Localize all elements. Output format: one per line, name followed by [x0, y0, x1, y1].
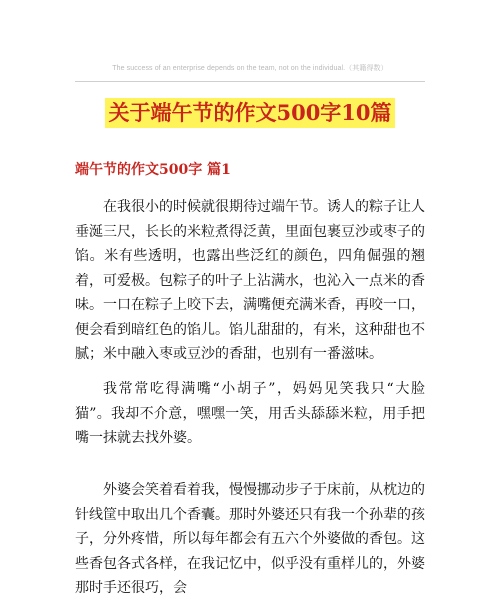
header-divider: [75, 81, 425, 82]
document-title: [0, 98, 500, 128]
paragraph: 我常常吃得满嘴“小胡子”，妈妈见笑我只“大脸猫”。我却不介意，嘿嘿一笑，用舌头舔舔米粒，用手把嘴一抹就去找外婆。: [75, 381, 425, 446]
header-tagline: The success of an enterprise depends on the team, not on the individual.（其籍得数）: [112, 65, 388, 72]
paragraph: 在我很小的时候就很期待过端午节。诱人的粽子让人垂涎三尺，长长的米粒煮得泛黄，里面包裹豆沙或枣子的馅。米有些透明，也露出些泛红的颜色，四角倔强的翘着，可爱极。包粽子的叶子上沾满水，也沁入一点米的香味。一口在粽子上咬下去，满嘴便充满米香，再咬一口，便会看到暗红色的馅儿。馅儿甜甜的，有米，这种甜也不腻；米中融入枣或豆沙的香甜，也别有一番滋味。: [75, 199, 425, 362]
paragraph: 外婆会笑着看着我，慢慢挪动步子于床前，从枕边的针线筐中取出几个香囊。那时外婆还只有我一个孙辈的孩子，分外疼惜，所以每年都会有五六个外婆做的香包。这些香包各式各样，在我记忆中，似乎没有重样儿的，外婆那时手还很巧，会: [75, 482, 425, 596]
document-title-text: 关于端午节的作文500字10篇: [105, 98, 394, 128]
section-heading: 端午节的作文500字 篇1: [75, 162, 231, 178]
